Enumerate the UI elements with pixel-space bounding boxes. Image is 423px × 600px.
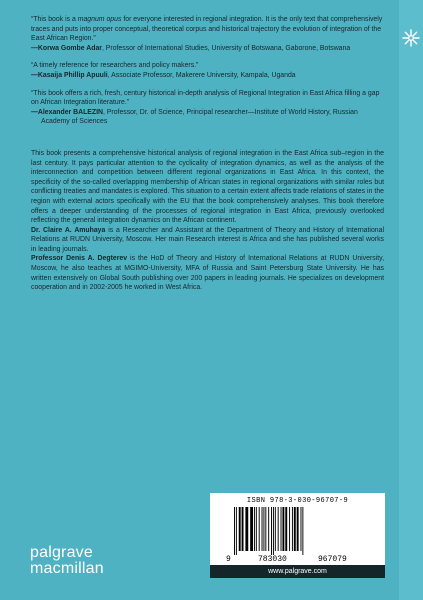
barcode-graphic: [224, 507, 374, 563]
publisher-imprint: macmillan: [30, 560, 104, 577]
endorsement-attribution: —Korwa Gombe Adar, Professor of International Studies, University of Botswana, Gaborone, Botswana: [31, 44, 351, 52]
barcode-bar: [265, 507, 266, 551]
barcode-bar: [301, 507, 302, 551]
barcode-bar: [281, 507, 282, 551]
barcode-bar: [282, 507, 284, 551]
author-bio: Professor Denis A. Degterev is the HoD of Theory and History of International Relations at RUDN University, Moscow, he also teaches at MGIMO-University, MFA of Russia and Saint Petersburg State University. He has written extensively on Global South publishing over 200 papers in leading journals. He specializes on development cooperation and in 2002-2005 he worked in West Africa.: [31, 255, 384, 292]
barcode-bar: [250, 507, 253, 551]
publisher-name: palgrave: [30, 544, 93, 561]
barcode-bar: [245, 507, 248, 551]
barcode-bar: [273, 507, 274, 555]
barcode-bar: [259, 507, 260, 551]
isbn-barcode: [210, 493, 385, 565]
barcode-bar: [275, 507, 276, 551]
barcode-bar: [278, 507, 279, 551]
barcode-bar: [256, 507, 257, 551]
endorsement: [31, 61, 384, 80]
barcode-bar: [254, 507, 255, 551]
barcode-bar: [263, 507, 264, 551]
author-bio: Dr. Claire A. Amuhaya is a Researcher and Assistant at the Department of Theory and History of International Relations at RUDN University, Moscow. Her main Research interest is Africa and she has published several works in leading journals.: [31, 226, 384, 253]
website-url: www.palgrave.com: [210, 565, 385, 578]
endorsement-quote: “A timely reference for researchers and policy makers.”: [31, 62, 199, 70]
barcode-bar: [289, 507, 290, 551]
endorsement-attribution: —Alexander BALEZIN, Professor, Dr. of Science, Principal researcher—Institute of World History, Russian Academy of Sciences: [31, 108, 358, 126]
spine: [399, 0, 423, 600]
barcode-digit-group: 9: [226, 555, 231, 563]
barcode-bar: [262, 507, 263, 551]
book-description: This book presents a comprehensive historical analysis of regional integration in the East Africa sub–region in the last century. It pays particular attention to the cyclicality of integration dynamics, as well as the analysis of the interconnection and competition between different regional organizations in East Africa. In this context, the specificity of the so-called overlapping membership of African states in regional organizations with similar roles but conflicting treaties and mandates is explored. This situation to a certain extent affects trade relations of states in the region with external actors specifically with the EU that the book comprehensively analyses. This book therefore offers a deeper understanding of the processes of regional integration in East Africa, previously overlooked reflecting the general integration dynamics on the African continent.: [31, 149, 384, 225]
back-cover-text: [31, 15, 384, 293]
barcode-bar: [297, 507, 299, 551]
barcode-bar: [292, 507, 293, 551]
barcode-bar: [268, 507, 269, 551]
barcode-digit-group: 967079: [318, 555, 347, 563]
barcode-bar: [239, 507, 241, 551]
barcode-bar: [242, 507, 244, 551]
endorsement-quote: “This book is a magnum opus for everyone interested in regional integration. It is the only text that comprehensively traces and puts into proper conceptual, theoretical corpus and historical trajectory the evolution of integration of the East African Region.”: [31, 16, 383, 43]
barcode-digit-group: 783030: [258, 555, 287, 563]
barcode-bar: [285, 507, 287, 551]
barcode-bar: [236, 507, 237, 555]
barcode-bar: [234, 507, 235, 555]
isbn-label: ISBN 978-3-030-96707-9: [246, 497, 349, 505]
barcode-bar: [294, 507, 296, 551]
publisher-logo: [30, 545, 104, 577]
endorsement-attribution: —Kasaija Phillip Apuuli, Associate Professor, Makerere University, Kampala, Uganda: [31, 71, 296, 79]
palgrave-star-icon: [399, 26, 423, 50]
endorsement-quote: “This book offers a rich, fresh, century historical in-depth analysis of Regional Integration in East Africa filling a gap on African Integration literature.”: [31, 89, 380, 107]
endorsement: [31, 15, 384, 53]
barcode-bar: [271, 507, 272, 555]
barcode-bar: [302, 507, 303, 555]
endorsement: [31, 89, 384, 127]
